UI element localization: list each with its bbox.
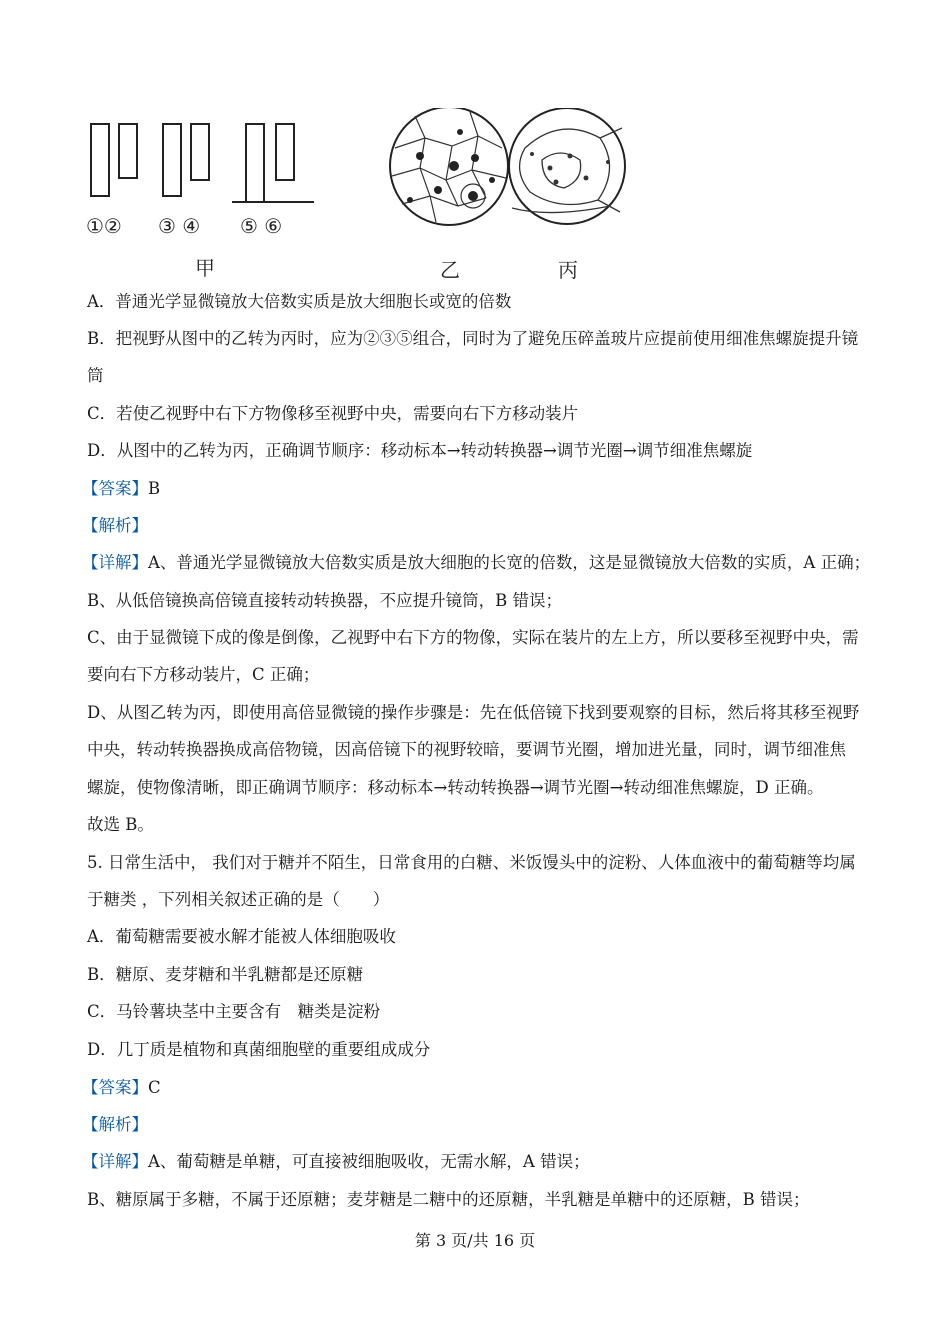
q4-detail-line-3: C、由于显微镜下成的像是倒像，乙视野中右下方的物像，实际在装片的左上方，所以要移至视野中央，需: [87, 628, 859, 647]
caption-yi: 乙: [440, 258, 460, 282]
q4-option-b-cont: 筒: [87, 366, 104, 385]
detail-text: A、普通光学显微镜放大倍数实质是放大细胞的长宽的倍数，这是显微镜放大倍数的实质，A 正确；: [148, 553, 871, 572]
q5-option-a: A．葡萄糖需要被水解才能被人体细胞吸收: [87, 927, 396, 946]
answer-value: C: [148, 1078, 161, 1097]
lens-3: [163, 124, 181, 196]
q5-stem-2: 于糖类 ，下列相关叙述正确的是（ ）: [87, 890, 390, 909]
q4-option-d: D．从图中的乙转为丙，正确调节顺序：移动标本→转动转换器→调节光圈→调节细准焦螺旋: [87, 441, 753, 460]
q4-conclusion: 故选 B。: [87, 815, 154, 834]
q5-analysis-tag: 【解析】: [82, 1115, 148, 1134]
q4-detail-line-6: 中央，转动转换器换成高倍物镜，因高倍镜下的视野较暗，要调节光圈，增加进光量，同时，调节细准焦: [87, 740, 846, 759]
q4-option-a: A．普通光学显微镜放大倍数实质是放大细胞长或宽的倍数: [87, 292, 512, 311]
figure-drawing: [80, 108, 640, 280]
view-yi-circle: [390, 108, 508, 225]
lens-4: [191, 124, 209, 180]
q4-analysis-tag: 【解析】: [82, 516, 148, 535]
answer-value: B: [148, 479, 161, 498]
lens-label-3-4: ③ ④: [158, 214, 201, 238]
q4-option-b: B．把视野从图中的乙转为丙时，应为②③⑤组合，同时为了避免压碎盖玻片应提前使用细准焦螺旋提升镜: [87, 329, 859, 348]
page-footer: 第 3 页/共 16 页: [414, 1231, 536, 1250]
q5-answer: [82, 1077, 161, 1099]
q4-detail-line-5: D、从图乙转为丙，即使用高倍显微镜的操作步骤是：先在低倍镜下找到要观察的目标，然后将其移至视野: [87, 703, 860, 722]
q4-detail-line-7: 螺旋，使物像清晰，即正确调节顺序：移动标本→转动转换器→调节光圈→转动细准焦螺旋，D 正确。: [87, 778, 824, 797]
lens-2: [119, 124, 137, 178]
lens-label-1-2: ①②: [86, 214, 122, 238]
lens-label-5-6: ⑤ ⑥: [240, 214, 283, 238]
answer-tag: 【答案】: [82, 1078, 148, 1097]
lens-6: [276, 124, 294, 180]
lens-5: [246, 124, 264, 202]
lens-1: [91, 124, 109, 196]
q5-detail-line-2: B、糖原属于多糖，不属于还原糖；麦芽糖是二糖中的还原糖，半乳糖是单糖中的还原糖，B 错误；: [87, 1190, 810, 1209]
q5-detail-line-1: [82, 1151, 590, 1173]
answer-tag: 【答案】: [82, 479, 148, 498]
q4-answer: [82, 478, 160, 500]
q5-option-b: B．糖原、麦芽糖和半乳糖都是还原糖: [87, 965, 364, 984]
q5-option-c: C．马铃薯块茎中主要含有 糖类是淀粉: [87, 1002, 381, 1021]
q4-detail-line-4: 要向右下方移动装片，C 正确；: [87, 665, 320, 684]
detail-tag: 【详解】: [82, 553, 148, 572]
detail-text: A、葡萄糖是单糖，可直接被细胞吸收，无需水解，A 错误；: [148, 1152, 590, 1171]
caption-bing: 丙: [558, 258, 578, 282]
q5-option-d: D．几丁质是植物和真菌细胞壁的重要组成成分: [87, 1040, 431, 1059]
caption-jia: 甲: [195, 256, 215, 280]
q4-detail-line-1: [82, 552, 870, 574]
detail-tag: 【详解】: [82, 1152, 148, 1171]
microscope-figure: [80, 108, 640, 280]
q4-detail-line-2: B、从低倍镜换高倍镜直接转动转换器，不应提升镜筒，B 错误；: [87, 591, 562, 610]
q4-option-c: C．若使乙视野中右下方物像移至视野中央，需要向右下方移动装片: [87, 404, 579, 423]
q5-stem-1: 5. 日常生活中， 我们对于糖并不陌生，日常食用的白糖、米饭馒头中的淀粉、人体血液中的葡萄糖等均属: [87, 853, 856, 872]
